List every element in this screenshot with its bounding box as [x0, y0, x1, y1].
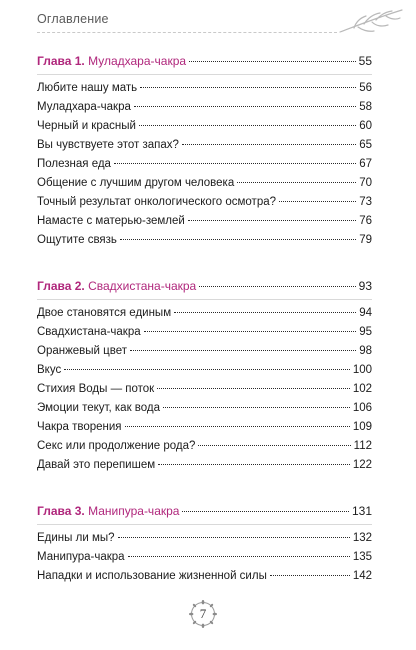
dot-leader [163, 407, 350, 408]
chapter-divider [37, 74, 372, 75]
chapter-divider [37, 299, 372, 300]
dot-leader [140, 87, 356, 88]
entry-title: Полезная еда [37, 158, 111, 170]
entry-page: 98 [359, 345, 372, 357]
entry-title: Намасте с матерью-землей [37, 215, 185, 227]
entry-page: 60 [359, 120, 372, 132]
toc-chapter-2[interactable] [37, 279, 372, 293]
entry-title: Муладхара-чакра [37, 101, 131, 113]
entry-page: 70 [359, 177, 372, 189]
toc-entry[interactable] [37, 458, 372, 472]
entry-page: 65 [359, 139, 372, 151]
chapter-name: Свадхистана-чакра [88, 279, 197, 293]
entry-title: Секс или продолжение рода? [37, 440, 196, 452]
chapter-title [37, 504, 179, 518]
chapter-prefix: Глава 2. [37, 279, 85, 293]
dot-leader [182, 144, 356, 145]
toc-entry[interactable] [37, 439, 372, 453]
entry-title: Ощутите связь [37, 234, 117, 246]
page-number: 7 [199, 606, 207, 621]
chapter-prefix: Глава 1. [37, 54, 85, 68]
entry-page: 76 [359, 215, 372, 227]
chapter-page: 93 [358, 279, 372, 293]
dot-leader [144, 331, 357, 332]
chapter-title [37, 54, 186, 68]
entry-title: Любите нашу мать [37, 82, 138, 94]
entry-page: 102 [352, 383, 372, 395]
toc-entry[interactable] [37, 157, 372, 171]
dot-leader [139, 125, 356, 126]
entry-title: Точный результат онкологического осмотра? [37, 196, 277, 208]
entry-title: Нападки и использование жизненной силы [37, 570, 267, 582]
dot-leader [120, 239, 356, 240]
chapter-name: Муладхара-чакра [88, 54, 187, 68]
entry-page: 56 [359, 82, 372, 94]
entry-title: Свадхистана-чакра [37, 326, 141, 338]
entry-page: 142 [352, 570, 372, 582]
chapter-divider [37, 524, 372, 525]
entry-title: Вы чувствуете этот запах? [37, 139, 179, 151]
entry-page: 58 [359, 101, 372, 113]
entry-page: 73 [359, 196, 372, 208]
dot-leader [64, 369, 350, 370]
chapter-prefix: Глава 3. [37, 504, 85, 518]
toc-entry[interactable] [37, 214, 372, 228]
entry-title: Стихия Воды — поток [37, 383, 155, 395]
entry-page: 112 [353, 440, 372, 452]
toc-chapter-3[interactable] [37, 504, 372, 518]
entry-title: Едины ли мы? [37, 532, 115, 544]
entry-page: 100 [352, 364, 372, 376]
toc-entry[interactable] [37, 401, 372, 415]
toc-entry[interactable] [37, 306, 372, 320]
entry-title: Общение с лучшим другом человека [37, 177, 235, 189]
entry-title: Двое становятся единым [37, 307, 172, 319]
toc-entry[interactable] [37, 233, 372, 247]
toc-entry[interactable] [37, 382, 372, 396]
entry-page: 109 [352, 421, 372, 433]
entry-title: Давай это перепишем [37, 459, 156, 471]
toc-entry[interactable] [37, 531, 372, 545]
chapter-page: 131 [351, 504, 372, 518]
entry-page: 106 [352, 402, 372, 414]
page-number-badge [189, 600, 217, 628]
toc-entry[interactable] [37, 195, 372, 209]
toc-chapter-1[interactable] [37, 54, 372, 68]
dot-leader [174, 312, 356, 313]
entry-title: Черный и красный [37, 120, 136, 132]
toc-entry[interactable] [37, 325, 372, 339]
dot-leader [125, 426, 350, 427]
dot-leader [130, 350, 356, 351]
dot-leader [182, 511, 349, 512]
dot-leader [158, 464, 350, 465]
dot-leader [189, 61, 356, 62]
page-header-title: Оглавление [37, 12, 109, 26]
dot-leader [199, 286, 355, 287]
toc-entry[interactable] [37, 176, 372, 190]
toc-entry[interactable] [37, 81, 372, 95]
toc-entry[interactable] [37, 138, 372, 152]
dot-leader [270, 575, 350, 576]
toc-entry[interactable] [37, 119, 372, 133]
entry-page: 67 [359, 158, 372, 170]
entry-title: Чакра творения [37, 421, 122, 433]
dot-leader [134, 106, 356, 107]
entry-title: Оранжевый цвет [37, 345, 128, 357]
toc-entry[interactable] [37, 569, 372, 583]
dot-leader [188, 220, 356, 221]
header-divider [37, 32, 337, 33]
chapter-title [37, 279, 196, 293]
entry-page: 95 [359, 326, 372, 338]
entry-page: 122 [352, 459, 372, 471]
dot-leader [279, 201, 356, 202]
dot-leader [114, 163, 356, 164]
toc-entry[interactable] [37, 100, 372, 114]
toc-entry[interactable] [37, 363, 372, 377]
chapter-page: 55 [358, 54, 372, 68]
toc-entry[interactable] [37, 420, 372, 434]
toc-entry[interactable] [37, 344, 372, 358]
entry-page: 94 [359, 307, 372, 319]
entry-page: 132 [352, 532, 372, 544]
chapter-name: Манипура-чакра [88, 504, 180, 518]
dot-leader [118, 537, 350, 538]
dot-leader [128, 556, 350, 557]
toc-entry[interactable] [37, 550, 372, 564]
entry-title: Эмоции текут, как вода [37, 402, 161, 414]
dot-leader [237, 182, 356, 183]
entry-page: 79 [359, 234, 372, 246]
branch-icon [336, 4, 406, 38]
entry-title: Манипура-чакра [37, 551, 125, 563]
dot-leader [198, 445, 350, 446]
entry-title: Вкус [37, 364, 62, 376]
entry-page: 135 [352, 551, 372, 563]
dot-leader [157, 388, 350, 389]
